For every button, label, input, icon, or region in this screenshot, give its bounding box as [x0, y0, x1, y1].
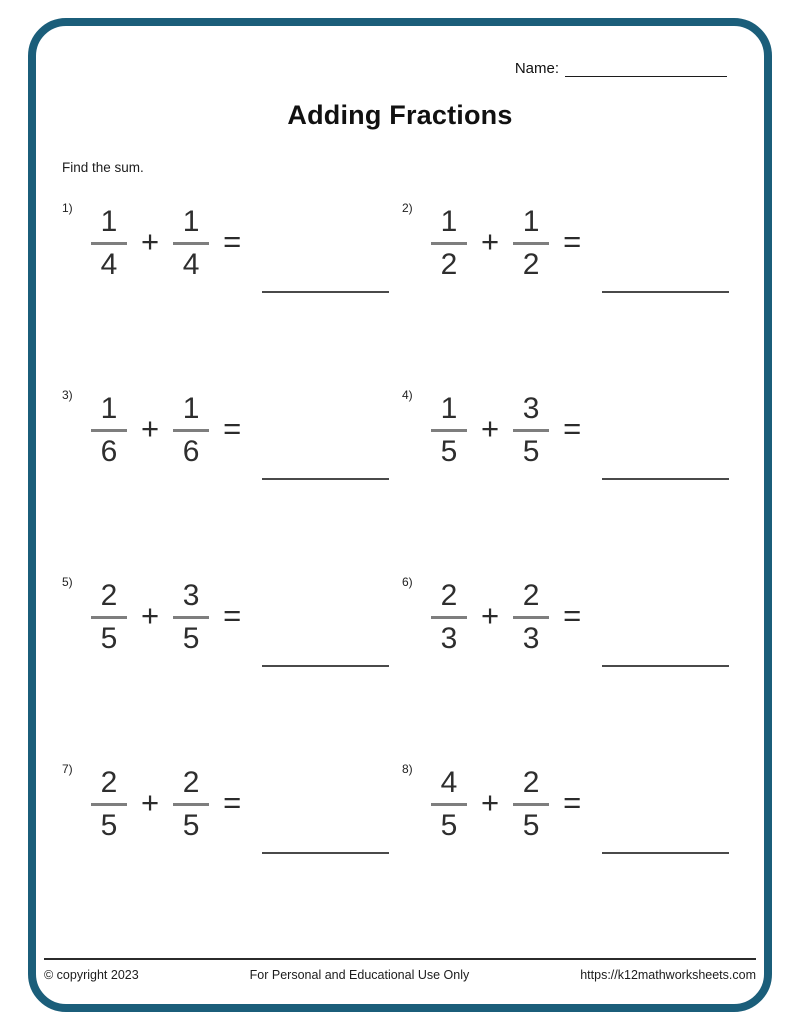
fraction-denominator: 5 [182, 622, 200, 655]
fraction-first [430, 579, 468, 656]
plus-operator: + [141, 224, 160, 259]
problem [402, 572, 742, 759]
problem-number: 4) [402, 388, 413, 402]
fraction-second [512, 579, 550, 656]
equals-sign: = [563, 224, 582, 259]
answer-blank-line[interactable] [262, 852, 389, 854]
page-title: Adding Fractions [287, 100, 513, 130]
fraction-bar [431, 242, 467, 245]
fraction-denominator: 4 [100, 248, 118, 281]
problems-grid [62, 198, 742, 946]
problem-number: 8) [402, 762, 413, 776]
plus-operator: + [481, 598, 500, 633]
problem-expression [430, 579, 742, 656]
answer-blank-line[interactable] [602, 291, 729, 293]
plus-operator: + [141, 785, 160, 820]
footer [44, 958, 756, 982]
fraction-second [512, 392, 550, 469]
problem-expression [90, 392, 402, 469]
fraction-second [512, 766, 550, 843]
fraction-first [430, 205, 468, 282]
equals-sign: = [223, 598, 242, 633]
fraction-denominator: 2 [522, 248, 540, 281]
fraction-bar [513, 242, 549, 245]
problem-number: 2) [402, 201, 413, 215]
fraction-numerator: 2 [522, 766, 540, 799]
problem [62, 572, 402, 759]
name-field [515, 60, 727, 77]
fraction-bar [431, 803, 467, 806]
problem-number: 7) [62, 762, 73, 776]
problem [62, 198, 402, 385]
fraction-bar [173, 616, 209, 619]
equals-sign: = [563, 598, 582, 633]
problem [402, 198, 742, 385]
fraction-denominator: 4 [182, 248, 200, 281]
plus-operator: + [481, 224, 500, 259]
fraction-denominator: 5 [182, 809, 200, 842]
fraction-bar [513, 616, 549, 619]
problem-expression [90, 579, 402, 656]
fraction-numerator: 2 [100, 579, 118, 612]
fraction-first [90, 392, 128, 469]
fraction-denominator: 5 [440, 809, 458, 842]
fraction-numerator: 2 [182, 766, 200, 799]
fraction-denominator: 5 [100, 622, 118, 655]
name-label: Name: [514, 60, 559, 77]
problem [62, 759, 402, 946]
equals-sign: = [563, 785, 582, 820]
fraction-denominator: 5 [440, 435, 458, 468]
plus-operator: + [141, 411, 160, 446]
fraction-first [430, 766, 468, 843]
fraction-bar [91, 803, 127, 806]
footer-copyright: © copyright 2023 [44, 968, 139, 982]
answer-blank-line[interactable] [602, 665, 729, 667]
footer-url: https://k12mathworksheets.com [580, 968, 756, 982]
fraction-bar [91, 616, 127, 619]
fraction-numerator: 1 [182, 205, 200, 238]
fraction-second [172, 766, 210, 843]
equals-sign: = [223, 785, 242, 820]
fraction-denominator: 3 [522, 622, 540, 655]
fraction-denominator: 3 [440, 622, 458, 655]
problem [402, 759, 742, 946]
footer-usage: For Personal and Educational Use Only [249, 968, 470, 982]
problem-number: 6) [402, 575, 413, 589]
plus-operator: + [141, 598, 160, 633]
fraction-numerator: 1 [440, 392, 458, 425]
fraction-first [90, 579, 128, 656]
fraction-bar [513, 429, 549, 432]
fraction-second [172, 392, 210, 469]
answer-blank-line[interactable] [602, 478, 729, 480]
fraction-numerator: 1 [182, 392, 200, 425]
equals-sign: = [563, 411, 582, 446]
fraction-numerator: 3 [522, 392, 540, 425]
fraction-numerator: 1 [440, 205, 458, 238]
problem-number: 3) [62, 388, 73, 402]
problem [402, 385, 742, 572]
problem-number: 5) [62, 575, 73, 589]
problem-expression [90, 766, 402, 843]
fraction-numerator: 4 [440, 766, 458, 799]
fraction-first [90, 205, 128, 282]
fraction-denominator: 5 [522, 435, 540, 468]
fraction-numerator: 1 [522, 205, 540, 238]
fraction-denominator: 5 [522, 809, 540, 842]
equals-sign: = [223, 411, 242, 446]
answer-blank-line[interactable] [262, 291, 389, 293]
fraction-bar [91, 429, 127, 432]
problem-number: 1) [62, 201, 73, 215]
fraction-denominator: 2 [440, 248, 458, 281]
name-blank-line[interactable] [565, 61, 727, 77]
problem-expression [430, 392, 742, 469]
fraction-second [172, 205, 210, 282]
fraction-bar [173, 429, 209, 432]
plus-operator: + [481, 785, 500, 820]
equals-sign: = [223, 224, 242, 259]
problem-expression [430, 766, 742, 843]
fraction-first [90, 766, 128, 843]
problem-expression [430, 205, 742, 282]
fraction-numerator: 1 [100, 392, 118, 425]
fraction-bar [173, 803, 209, 806]
fraction-numerator: 3 [182, 579, 200, 612]
answer-blank-line[interactable] [602, 852, 729, 854]
answer-blank-line[interactable] [262, 665, 389, 667]
answer-blank-line[interactable] [262, 478, 389, 480]
problem-expression [90, 205, 402, 282]
fraction-numerator: 2 [100, 766, 118, 799]
plus-operator: + [481, 411, 500, 446]
fraction-denominator: 6 [100, 435, 118, 468]
fraction-bar [431, 429, 467, 432]
fraction-bar [513, 803, 549, 806]
fraction-numerator: 2 [440, 579, 458, 612]
fraction-second [172, 579, 210, 656]
problem [62, 385, 402, 572]
fraction-second [512, 205, 550, 282]
fraction-bar [91, 242, 127, 245]
instruction-text: Find the sum. [62, 160, 144, 175]
fraction-first [430, 392, 468, 469]
fraction-bar [431, 616, 467, 619]
fraction-denominator: 6 [182, 435, 200, 468]
fraction-bar [173, 242, 209, 245]
fraction-numerator: 2 [522, 579, 540, 612]
fraction-denominator: 5 [100, 809, 118, 842]
fraction-numerator: 1 [100, 205, 118, 238]
